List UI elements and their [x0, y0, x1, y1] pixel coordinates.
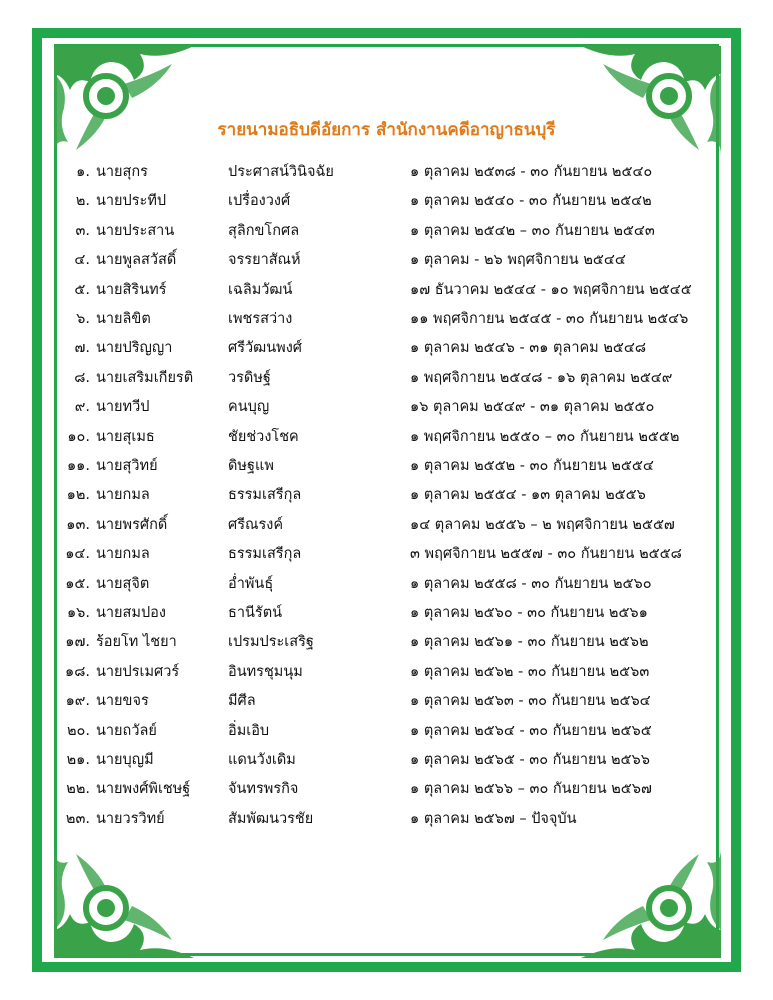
first-name: นายสุกร [96, 164, 148, 180]
list-item [0, 513, 773, 541]
last-name: เพชรสว่าง [228, 311, 293, 327]
item-number: ๓. [75, 222, 90, 239]
last-name: ดิษฐแพ [228, 458, 274, 474]
term-period: ๑ ตุลาคม ๒๕๖๓ - ๓๐ กันยายน ๒๕๖๔ [410, 693, 651, 710]
list-item [0, 601, 773, 629]
first-name: นายพรศักดิ์ [96, 516, 168, 533]
list-item [0, 777, 773, 805]
corner-ornament-icon [54, 848, 194, 958]
item-number: ๑๕. [65, 575, 90, 592]
item-number: ๖. [76, 311, 90, 327]
list-item [0, 483, 773, 511]
item-number: ๕. [74, 281, 90, 298]
term-period: ๑ ตุลาคม ๒๕๖๖ – ๓๐ กันยายน ๒๕๖๗ [410, 781, 652, 798]
item-number: ๒๐. [66, 722, 90, 739]
term-period: ๑ ตุลาคม ๒๕๔๐ - ๓๐ กันยายน ๒๕๔๒ [410, 193, 652, 210]
last-name: สุลิกขโกศล [228, 222, 300, 239]
corner-ornament-icon [581, 848, 721, 958]
page-title: รายนามอธิบดีอัยการ สำนักงานคดีอาญาธนบุรี [217, 120, 556, 140]
term-period: ๑๑ พฤศจิกายน ๒๕๔๕ - ๓๐ กันยายน ๒๕๔๖ [410, 311, 689, 327]
list-item [0, 454, 773, 482]
item-number: ๑๙. [65, 693, 90, 710]
first-name: นายสุเมธ [96, 428, 155, 445]
list-item [0, 278, 773, 306]
item-number: ๙. [74, 399, 90, 416]
term-period: ๑๖ ตุลาคม ๒๕๔๙ - ๓๑ ตุลาคม ๒๕๕๐ [410, 399, 655, 416]
last-name: วรดิษฐ์ [228, 369, 271, 386]
item-number: ๗. [74, 340, 90, 357]
term-period: ๑ ตุลาคม ๒๕๕๘ - ๓๐ กันยายน ๒๕๖๐ [410, 575, 652, 592]
list-item [0, 542, 773, 570]
item-number: ๒. [75, 193, 90, 210]
list-item [0, 366, 773, 394]
first-name: นายสมปอง [96, 605, 166, 621]
first-name: นายบุญมี [96, 752, 154, 768]
list-item [0, 336, 773, 364]
list-item [0, 189, 773, 217]
last-name: ธานีรัตน์ [228, 605, 283, 621]
term-period: ๑ ตุลาคม ๒๕๔๒ – ๓๐ กันยายน ๒๕๔๓ [410, 222, 655, 239]
item-number: ๘. [74, 369, 90, 386]
first-name: นายลิขิต [96, 311, 151, 327]
last-name: คนบุญ [228, 399, 270, 416]
last-name: อ่ำพันธุ์ [228, 575, 274, 592]
last-name: ศรีวัฒนพงศ์ [228, 340, 302, 357]
item-number: ๑๘. [65, 663, 90, 680]
first-name: นายสิรินทร์ [96, 281, 167, 298]
list-item [0, 219, 773, 247]
term-period: ๑ ตุลาคม ๒๕๖๐ - ๓๐ กันยายน ๒๕๖๑ [410, 605, 648, 621]
first-name: นายวรวิทย์ [96, 810, 165, 827]
term-period: ๑ ตุลาคม ๒๕๖๕ - ๓๐ กันยายน ๒๕๖๖ [410, 752, 650, 768]
last-name: เฉลิมวัฒน์ [228, 281, 293, 298]
term-period: ๑๗ ธันวาคม ๒๕๔๔ - ๑๐ พฤศจิกายน ๒๕๔๕ [410, 281, 692, 298]
item-number: ๒๑. [66, 752, 90, 768]
list-item [0, 160, 773, 188]
term-period: ๑ ตุลาคม ๒๕๖๑ - ๓๐ กันยายน ๒๕๖๒ [410, 634, 649, 651]
list-item [0, 630, 773, 658]
item-number: ๑๓. [66, 516, 90, 533]
item-number: ๑๐. [67, 428, 90, 445]
first-name: นายปรเมศวร์ [96, 663, 180, 680]
term-period: ๑ ตุลาคม ๒๕๓๘ - ๓๐ กันยายน ๒๕๔๐ [410, 164, 653, 180]
last-name: ประศาสน์วินิจฉัย [228, 164, 334, 180]
term-period: ๑ ตุลาคม ๒๕๕๔ - ๑๓ ตุลาคม ๒๕๕๖ [410, 487, 646, 504]
first-name: นายประสาน [96, 222, 175, 239]
last-name: อิ่มเอิบ [228, 722, 270, 739]
last-name: จันทรพรกิจ [228, 781, 299, 798]
item-number: ๑๑. [66, 458, 90, 474]
list-item [0, 748, 773, 776]
list-item [0, 660, 773, 688]
first-name: นายถวัลย์ [96, 722, 157, 739]
list-item [0, 807, 773, 835]
last-name: ศรีณรงค์ [228, 516, 284, 533]
last-name: เปรื่องวงศ์ [228, 193, 291, 210]
first-name: นายประทีป [96, 193, 167, 210]
term-period: ๑ ตุลาคม ๒๕๕๒ - ๓๐ กันยายน ๒๕๕๔ [410, 458, 654, 474]
list-item [0, 248, 773, 276]
item-number: ๑. [76, 164, 90, 180]
first-name: นายกมล [96, 487, 150, 504]
first-name: นายเสริมเกียรติ [96, 369, 194, 386]
term-period: ๑ ตุลาคม ๒๕๖๔ - ๓๐ กันยายน ๒๕๖๕ [410, 722, 652, 739]
first-name: ร้อยโท ไชยา [96, 634, 177, 651]
term-period: ๑๔ ตุลาคม ๒๕๕๖ – ๒ พฤศจิกายน ๒๕๕๗ [410, 516, 675, 533]
item-number: ๒๒. [66, 781, 90, 798]
term-period: ๑ พฤศจิกายน ๒๕๔๘ - ๑๖ ตุลาคม ๒๕๔๙ [410, 369, 673, 386]
term-period: ๑ ตุลาคม ๒๕๔๖ - ๓๑ ตุลาคม ๒๕๔๘ [410, 340, 647, 357]
item-number: ๒๓. [65, 810, 90, 827]
item-number: ๑๗. [65, 634, 90, 651]
item-number: ๔. [74, 252, 90, 269]
term-period: ๑ ตุลาคม - ๒๖ พฤศจิกายน ๒๕๔๔ [410, 252, 626, 269]
term-period: ๑ ตุลาคม ๒๕๖๗ – ปัจจุบัน [410, 810, 577, 827]
term-period: ๓ พฤศจิกายน ๒๕๕๗ - ๓๐ กันยายน ๒๕๕๘ [410, 546, 682, 563]
last-name: ธรรมเสรีกุล [228, 546, 302, 563]
last-name: มีศีล [228, 693, 256, 710]
last-name: ชัยช่วงโชค [228, 428, 299, 445]
last-name: อินทรชุมนุม [228, 663, 303, 680]
list-item [0, 689, 773, 717]
last-name: เปรมประเสริฐ [228, 634, 314, 651]
last-name: จรรยาสัณห์ [228, 252, 301, 269]
first-name: นายสุจิต [96, 575, 150, 592]
term-period: ๑ ตุลาคม ๒๕๖๒ - ๓๐ กันยายน ๒๕๖๓ [410, 663, 650, 680]
last-name: แดนวังเดิม [228, 752, 296, 768]
item-number: ๑๔. [65, 546, 90, 563]
item-number: ๑๒. [66, 487, 90, 504]
first-name: นายขจร [96, 693, 149, 710]
first-name: นายพูลสวัสดิ์ [96, 252, 177, 269]
list-item [0, 719, 773, 747]
item-number: ๑๖. [66, 605, 90, 621]
list-item [0, 425, 773, 453]
last-name: สัมพัฒนวรชัย [228, 810, 314, 827]
term-period: ๑ พฤศจิกายน ๒๕๕๐ – ๓๐ กันยายน ๒๕๕๒ [410, 428, 680, 445]
first-name: นายทวีป [96, 399, 150, 416]
list-item [0, 572, 773, 600]
last-name: ธรรมเสรีกุล [228, 487, 302, 504]
list-item [0, 395, 773, 423]
list-item [0, 307, 773, 335]
first-name: นายสุวิทย์ [96, 458, 158, 474]
first-name: นายพงศ์พิเชษฐ์ [96, 781, 191, 798]
first-name: นายปริญญา [96, 340, 173, 357]
first-name: นายกมล [96, 546, 150, 563]
